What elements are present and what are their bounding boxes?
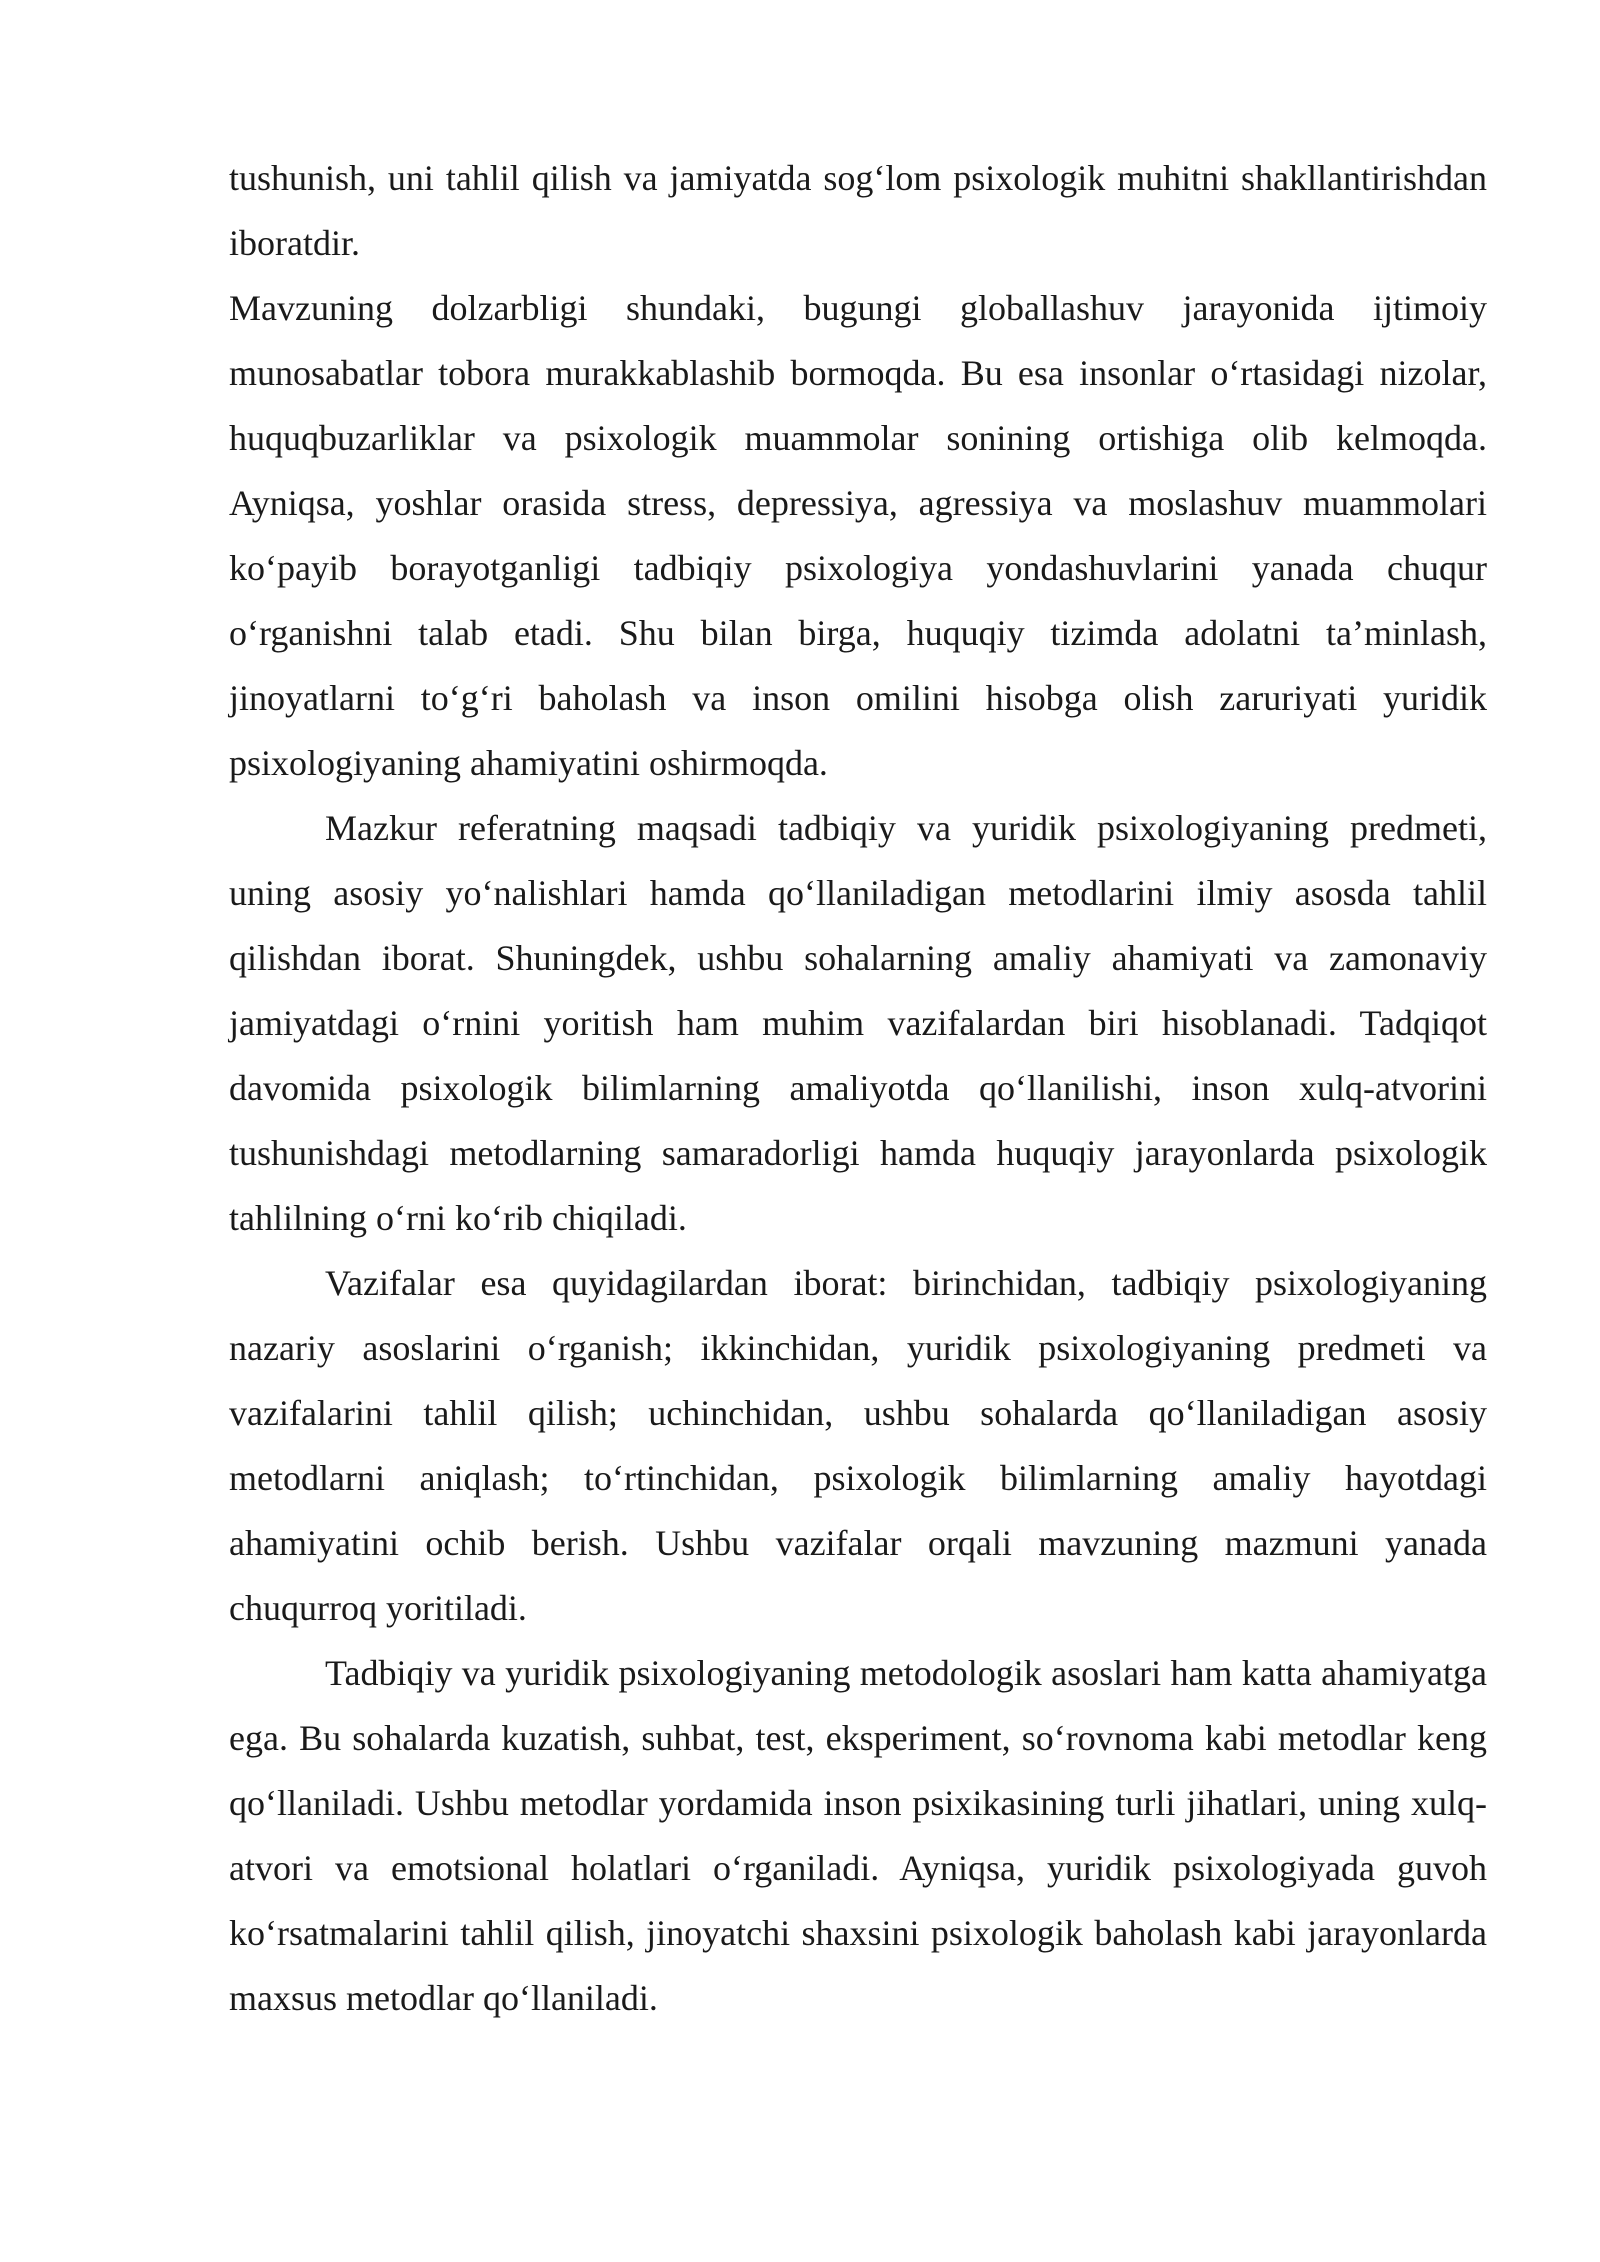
paragraph-methodology: Tadbiqiy va yuridik psixologiyaning metodologik asoslari ham katta ahamiyatga ega. Bu sohalarda kuzatish, suhbat, test, eksperiment, so‘rovnoma kabi metodlar keng qo‘llaniladi. Ushbu metodlar yordamida inson psixikasining turli jihatlari, uning xulq-atvori va emotsional holatlari o‘rganiladi. Ayniqsa, yuridik psixologiyada guvoh ko‘rsatmalarini tahlil qilish, jinoyatchi shaxsini psixologik baholash kabi jarayonlarda maxsus metodlar qo‘llaniladi. (229, 1653, 1487, 2018)
paragraph-relevance: Mavzuning dolzarbligi shundaki, bugungi globallashuv jarayonida ijtimoiy munosabatlar tobora murakkablashib bormoqda. Bu esa insonlar o‘rtasidagi nizolar, huquqbuzarliklar va psixologik muammolar sonining ortishiga olib kelmoqda. Ayniqsa, yoshlar orasida stress, depressiya, agressiya va moslashuv muammolari ko‘payib borayotganligi tadbiqiy psixologiya yondashuvlarini yanada chuqur o‘rganishni talab etadi. Shu bilan birga, huquqiy tizimda adolatni ta’minlash, jinoyatlarni to‘g‘ri baholash va inson omilini hisobga olish zaruriyati yuridik psixologiyaning ahamiyatini oshirmoqda. (229, 288, 1487, 783)
paragraph-tasks: Vazifalar esa quyidagilardan iborat: birinchidan, tadbiqiy psixologiyaning nazariy asoslarini o‘rganish; ikkinchidan, yuridik psixologiyaning predmeti va vazifalarini tahlil qilish; uchinchidan, ushbu sohalarda qo‘llaniladigan asosiy metodlarni aniqlash; to‘rtinchidan, psixologik bilimlarning amaliy hayotdagi ahamiyatini ochib berish. Ushbu vazifalar orqali mavzuning mazmuni yanada chuqurroq yoritiladi. (229, 1263, 1487, 1628)
paragraph-continuation: tushunish, uni tahlil qilish va jamiyatda sog‘lom psixologik muhitni shakllantirishdan iboratdir. (229, 158, 1487, 263)
paragraph-goal: Mazkur referatning maqsadi tadbiqiy va yuridik psixologiyaning predmeti, uning asosiy yo‘nalishlari hamda qo‘llaniladigan metodlarini ilmiy asosda tahlil qilishdan iborat. Shuningdek, ushbu sohalarning amaliy ahamiyati va zamonaviy jamiyatdagi o‘rnini yoritish ham muhim vazifalardan biri hisoblanadi. Tadqiqot davomida psixologik bilimlarning amaliyotda qo‘llanilishi, inson xulq-atvorini tushunishdagi metodlarning samaradorligi hamda huquqiy jarayonlarda psixologik tahlilning o‘rni ko‘rib chiqiladi. (229, 808, 1487, 1238)
document-body (229, 146, 1487, 2031)
